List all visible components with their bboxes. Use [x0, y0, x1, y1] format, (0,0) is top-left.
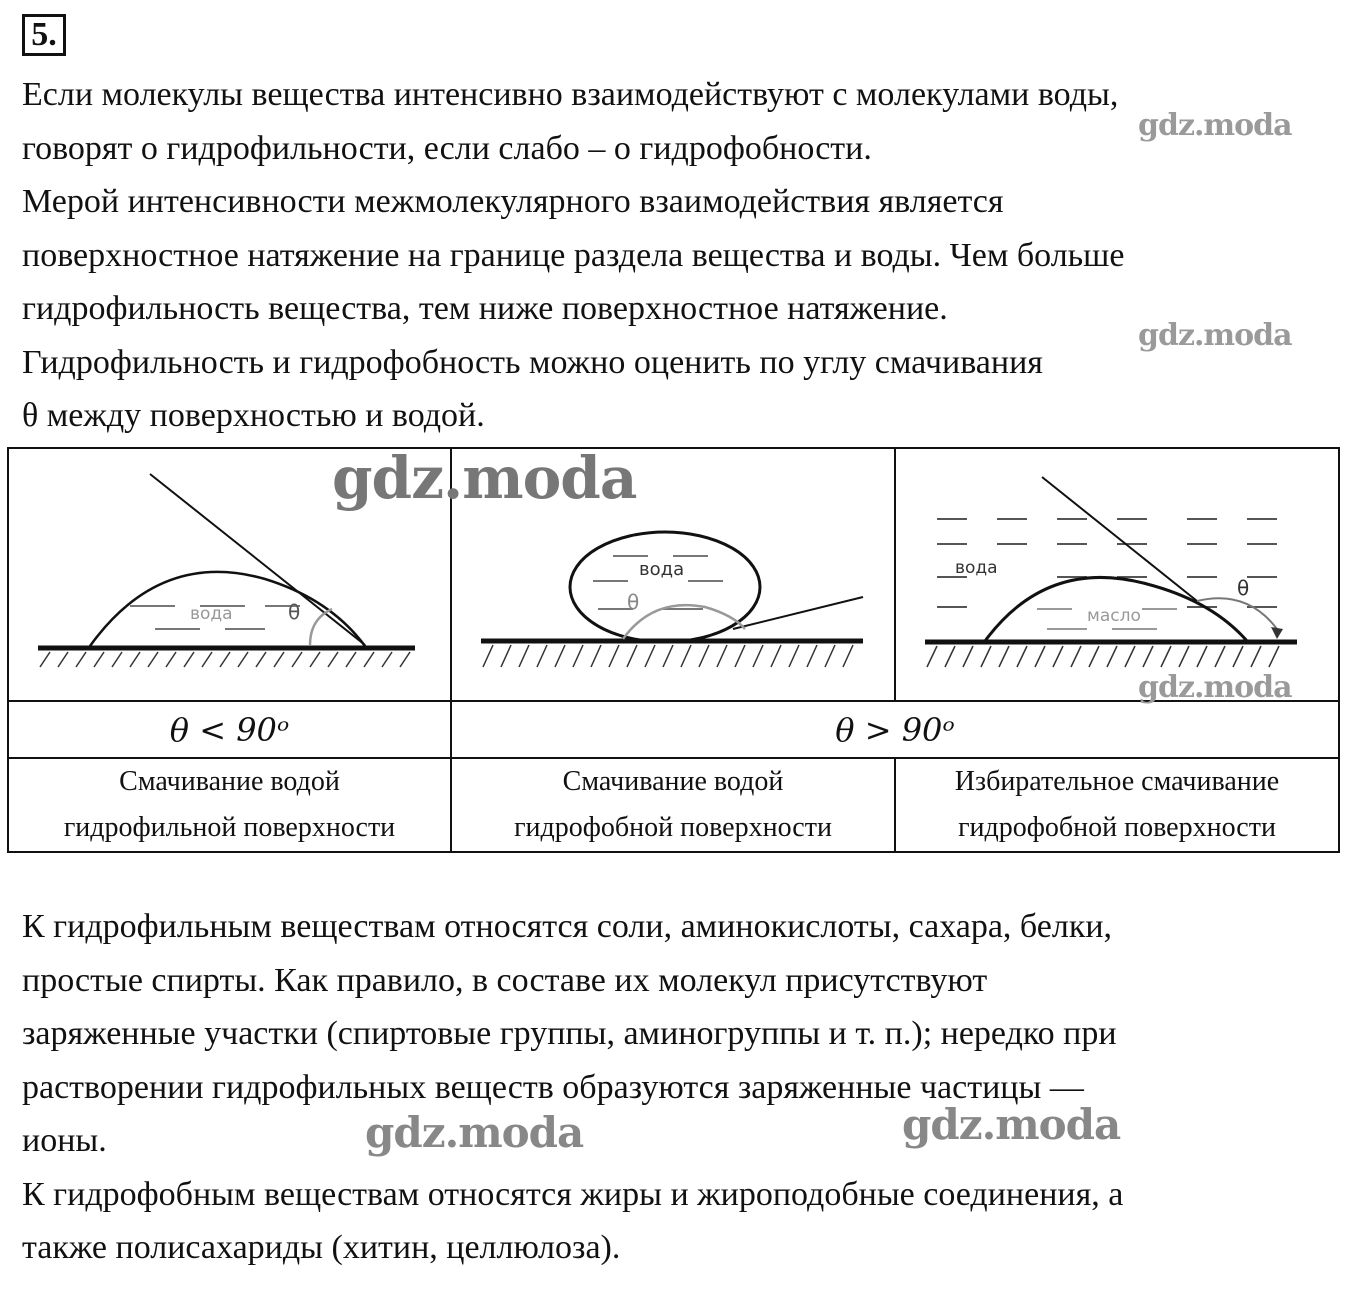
water-label: вода: [955, 558, 998, 578]
watermark: gdz.moda: [1138, 108, 1292, 143]
water-label: вода: [189, 604, 233, 624]
theta-label: θ: [627, 590, 640, 614]
watermark: gdz.moda: [332, 444, 637, 512]
water-label: вода: [639, 559, 685, 580]
caption-hydrophobic: [451, 758, 895, 852]
intro-paragraph: [22, 68, 1124, 443]
oil-label: масло: [1087, 606, 1141, 626]
intro-line: Если молекулы вещества интенсивно взаимодействуют с молекулами воды,: [22, 76, 1119, 113]
caption-line: гидрофобной поверхности: [514, 812, 832, 843]
outro-line: простые спирты. Как правило, в составе их молекул присутствуют: [22, 961, 988, 999]
theta-label: θ: [1237, 576, 1250, 600]
caption-line: Избирательное смачивание: [954, 766, 1280, 797]
diagram-cell-selective: [895, 448, 1339, 701]
intro-line: поверхностное натяжение на границе раздела вещества и воды. Чем больше: [22, 236, 1125, 274]
condition-less-90: θ < 90ᵒ: [8, 701, 451, 758]
caption-line: гидрофильной поверхности: [63, 812, 396, 843]
watermark: gdz.moda: [1138, 670, 1292, 705]
intro-line: гидрофильность вещества, тем ниже поверхностное натяжение.: [22, 290, 948, 327]
intro-line: говорят о гидрофильности, если слабо – о гидрофобности.: [22, 129, 872, 167]
condition-greater-90: θ > 90ᵒ: [451, 701, 1339, 758]
caption-line: Смачивание водой: [562, 766, 784, 797]
caption-selective: [895, 758, 1339, 852]
outro-line: также полисахариды (хитин, целлюлоза).: [22, 1229, 621, 1266]
caption-line: гидрофобной поверхности: [958, 812, 1276, 843]
caption-line: Смачивание водой: [119, 766, 340, 797]
intro-line: Мерой интенсивности межмолекулярного взаимодействия является: [22, 183, 1004, 220]
outro-paragraph: [22, 900, 1123, 1275]
intro-line: Гидрофильность и гидрофобность можно оценить по углу смачивания: [22, 343, 1043, 381]
task-number: 5.: [22, 14, 66, 56]
outro-line: ионы.: [22, 1122, 107, 1159]
oil-drop-diagram: [897, 449, 1337, 695]
outro-line: растворении гидрофильных веществ образуются заряженные частицы —: [22, 1068, 1084, 1106]
outro-line: заряженные участки (спиртовые группы, аминогруппы и т. п.); нередко при: [22, 1015, 1117, 1052]
watermark: gdz.moda: [902, 1100, 1121, 1149]
theta-label: θ: [287, 600, 300, 624]
watermark: gdz.moda: [365, 1108, 584, 1157]
caption-hydrophilic: [8, 758, 451, 852]
outro-line: К гидрофильным веществам относятся соли, аминокислоты, сахара, белки,: [22, 908, 1113, 945]
watermark: gdz.moda: [1138, 318, 1292, 353]
wetting-table: [7, 447, 1340, 853]
outro-line: К гидрофобным веществам относятся жиры и жироподобные соединения, а: [22, 1175, 1124, 1213]
intro-line: θ между поверхностью и водой.: [22, 397, 485, 434]
